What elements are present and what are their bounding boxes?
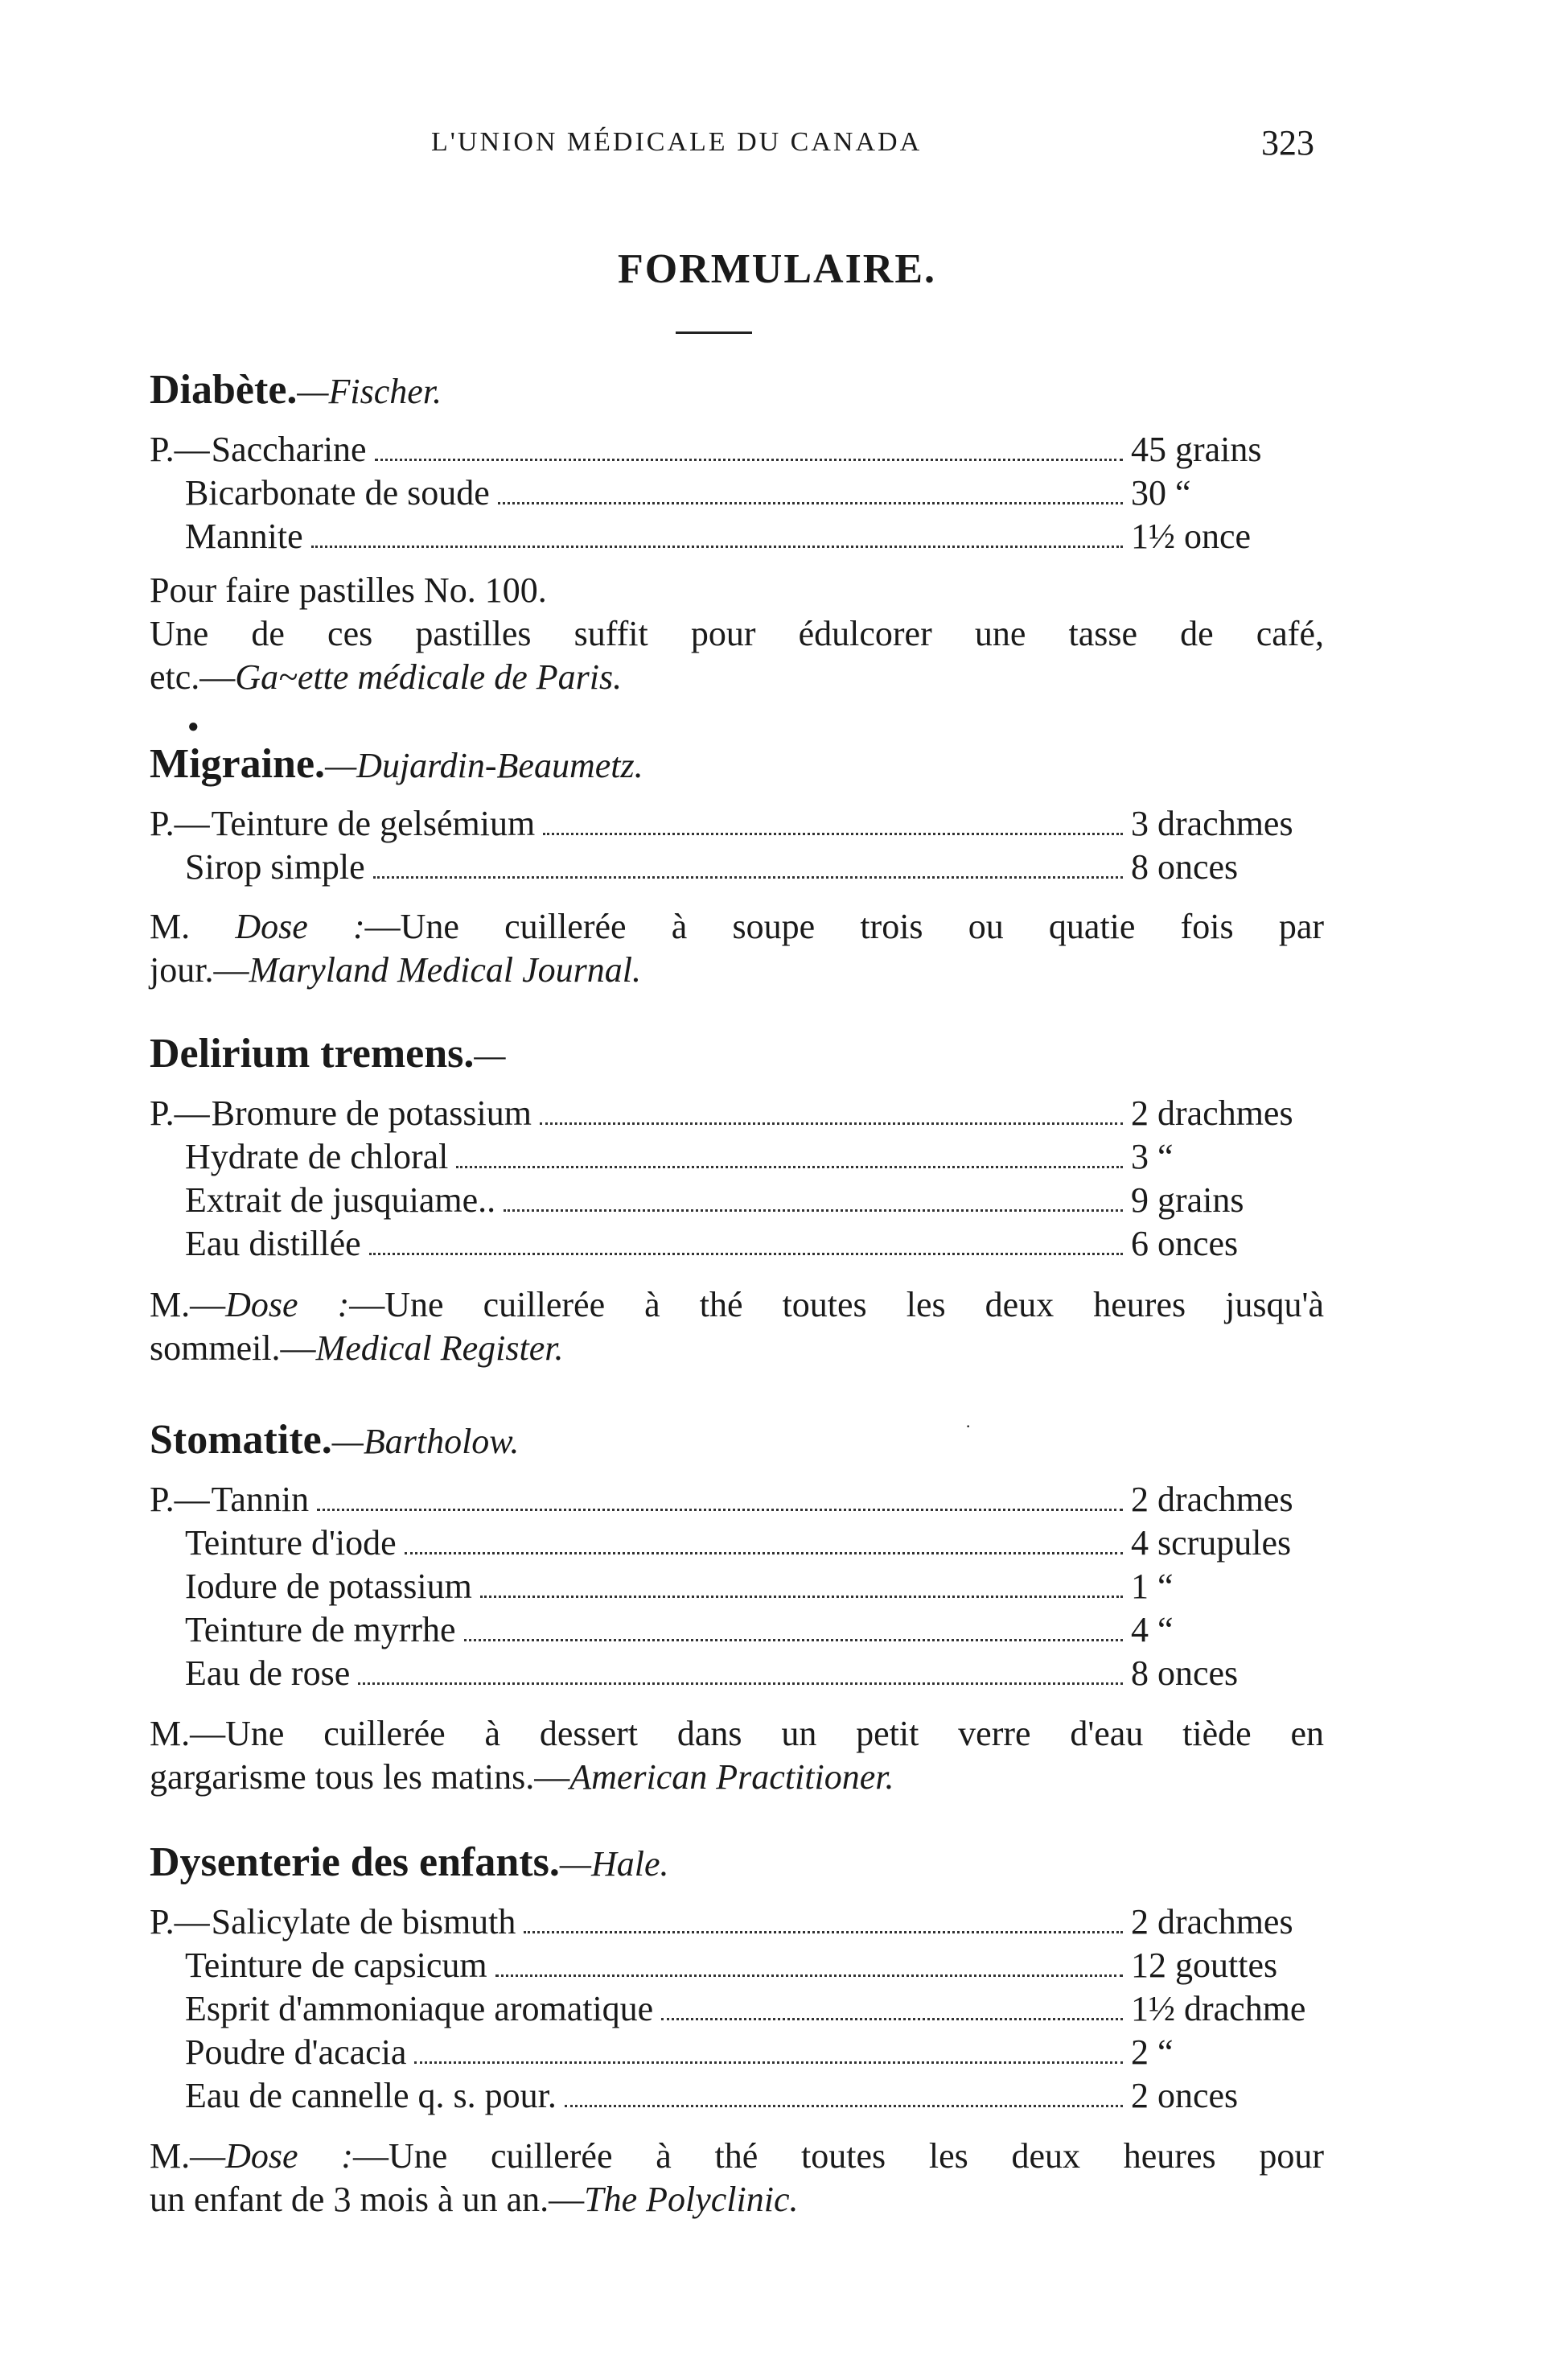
ingredient-name: Poudre d'acacia [185, 2032, 407, 2072]
dot-leader [373, 875, 1123, 879]
instruction-line [150, 1283, 1324, 1327]
ingredient-name: Tannin [211, 1480, 310, 1519]
ingredient-name: Mannite [185, 517, 303, 556]
ingredient-quantity: 2 drachmes [1131, 1093, 1293, 1133]
instruction-text: Une cuillerée à dessert dans un petit verre d'eau tiède en [225, 1714, 1324, 1753]
page-title: FORMULAIRE. [617, 246, 937, 292]
stray-ink-mark: · [965, 1416, 972, 1436]
ingredient-name: Teinture de myrrhe [185, 1610, 456, 1649]
ingredient-quantity: 1½ drachme [1131, 1989, 1306, 2028]
dot-leader [456, 1165, 1123, 1168]
dot-leader [524, 1930, 1123, 1933]
prescription-line [150, 846, 1324, 890]
ingredient-quantity: 2 onces [1131, 2076, 1239, 2115]
prescription-line [150, 1945, 1324, 1988]
ingredient-quantity: 30 “ [1131, 473, 1191, 513]
ingredient-name: Extrait de jusquiame.. [185, 1180, 496, 1220]
ingredient-name: Sirop simple [185, 847, 365, 887]
instruction-paragraph [150, 905, 1324, 992]
page-number: 323 [1261, 123, 1314, 163]
section-author: —Bartholow. [331, 1422, 520, 1461]
ingredient-quantity: 1½ once [1131, 517, 1252, 556]
section-heading [150, 1839, 668, 1886]
prescription-line [150, 1093, 1324, 1136]
prescription-line [150, 1988, 1324, 2032]
instruction-lead: M.— [150, 1714, 226, 1753]
dot-leader [540, 1122, 1123, 1125]
ingredient-quantity: 8 onces [1131, 847, 1239, 887]
dot-leader [317, 1508, 1123, 1511]
prescription-prefix: P.— [150, 1902, 210, 1941]
instruction-paragraph [150, 2135, 1324, 2221]
prescription-prefix: P.— [150, 1480, 210, 1519]
dot-leader [375, 458, 1123, 461]
running-title: L'UNION MÉDICALE DU CANADA [431, 127, 923, 157]
dot-leader [405, 1551, 1123, 1554]
prescription-line [150, 1180, 1324, 1223]
ingredient-name: Esprit d'ammoniaque aromatique [185, 1989, 654, 2028]
prescription-line [150, 2075, 1324, 2119]
ingredient-quantity: 4 “ [1131, 1610, 1174, 1649]
section-name: Diabète. [150, 367, 298, 413]
dot-leader [464, 1638, 1123, 1641]
instruction-line: Une de ces pastilles suffit pour édulcorer une tasse de café, [150, 614, 1324, 653]
ingredient-quantity: 3 “ [1131, 1137, 1174, 1176]
dot-leader [414, 2061, 1123, 2064]
prescription-line [150, 1136, 1324, 1180]
section-heading [150, 740, 643, 788]
dot-leader [358, 1682, 1123, 1685]
ingredient-quantity: 45 grains [1131, 430, 1262, 469]
section-author: —Dujardin-Beaumetz. [325, 746, 643, 785]
ingredient-name: Salicylate de bismuth [211, 1902, 516, 1941]
dose-label: Dose : [225, 1285, 350, 1324]
instruction-line [150, 949, 1324, 992]
dose-label: Dose : [235, 907, 365, 946]
instruction-line [150, 1327, 1324, 1370]
ingredient-quantity: 6 onces [1131, 1224, 1239, 1263]
instruction-tail: etc.— [150, 657, 236, 697]
dot-leader [543, 832, 1123, 835]
instruction-text: —Une cuillerée à thé toutes les deux heures jusqu'à [349, 1285, 1324, 1324]
prescription-prefix: P.— [150, 804, 210, 843]
instruction-line [150, 1712, 1324, 1756]
section-heading [150, 1416, 519, 1464]
instruction-line: Pour faire pastilles No. 100. [150, 570, 547, 610]
ingredient-quantity: 4 scrupules [1131, 1523, 1292, 1563]
title-rule [676, 331, 752, 334]
instruction-lead: M. [150, 907, 236, 946]
section-name: Delirium tremens. [150, 1031, 475, 1077]
section-author: —Hale. [559, 1844, 669, 1884]
ingredient-name: Eau de cannelle q. s. pour. [185, 2076, 557, 2115]
section-heading [150, 1030, 506, 1077]
ingredient-quantity: 8 onces [1131, 1653, 1239, 1693]
dot-leader [504, 1209, 1123, 1212]
instruction-line [150, 656, 1324, 699]
instruction-paragraph [150, 1283, 1324, 1370]
section-author: — [474, 1036, 506, 1075]
dot-leader [311, 545, 1123, 548]
dot-leader [498, 501, 1123, 504]
instruction-line [150, 2135, 1324, 2178]
instruction-line [150, 1756, 1324, 1799]
prescription-line [150, 1653, 1324, 1696]
prescription-line [150, 429, 1324, 472]
instruction-tail: un enfant de 3 mois à un an.— [150, 2180, 585, 2219]
prescription-line [150, 516, 1324, 559]
ornament-dot: ● [187, 716, 199, 737]
ingredient-name: Teinture de capsicum [185, 1946, 487, 1985]
dose-label: Dose : [225, 2136, 353, 2176]
instruction-tail: sommeil.— [150, 1328, 316, 1368]
ingredient-name: Iodure de potassium [185, 1567, 472, 1606]
ingredient-name: Teinture d'iode [185, 1523, 397, 1563]
ingredient-quantity: 2 “ [1131, 2032, 1174, 2072]
prescription-line [150, 1901, 1324, 1945]
source-citation: The Polyclinic. [584, 2180, 799, 2219]
instruction-paragraph [150, 1712, 1324, 1799]
ingredient-name: Eau de rose [185, 1653, 351, 1693]
section-heading [150, 366, 442, 414]
source-citation: Ga~ette médicale de Paris. [235, 657, 623, 697]
source-citation: Maryland Medical Journal. [249, 950, 642, 990]
source-citation: Medical Register. [315, 1328, 564, 1368]
prescription-line [150, 1223, 1324, 1266]
running-header [0, 123, 1554, 175]
section-name: Dysenterie des enfants. [150, 1839, 560, 1885]
ingredient-quantity: 3 drachmes [1131, 804, 1293, 843]
ingredient-quantity: 2 drachmes [1131, 1480, 1293, 1519]
dot-leader [565, 2104, 1123, 2107]
dot-leader [369, 1252, 1123, 1255]
section-author: —Fischer. [297, 372, 442, 411]
prescription-line [150, 1479, 1324, 1522]
instruction-text: —Une cuillerée à soupe trois ou quatie fois par [364, 907, 1325, 946]
instruction-text: —Une cuillerée à thé toutes les deux heures pour [352, 2136, 1324, 2176]
ingredient-quantity: 2 drachmes [1131, 1902, 1293, 1941]
dot-leader [480, 1595, 1123, 1598]
prescription-line [150, 1522, 1324, 1566]
ingredient-name: Bromure de potassium [211, 1093, 532, 1133]
prescription-line [150, 1609, 1324, 1653]
ingredient-quantity: 12 gouttes [1131, 1946, 1278, 1985]
section-name: Migraine. [150, 741, 326, 787]
instruction-lead: M.— [150, 1285, 226, 1324]
prescription-prefix: P.— [150, 430, 210, 469]
section-name: Stomatite. [150, 1417, 332, 1463]
instruction-line [150, 2178, 1324, 2221]
ingredient-name: Teinture de gelsémium [211, 804, 536, 843]
prescription-line [150, 2032, 1324, 2075]
ingredient-quantity: 9 grains [1131, 1180, 1244, 1220]
instruction-line [150, 905, 1324, 949]
instruction-tail: gargarisme tous les matins.— [150, 1757, 570, 1797]
ingredient-name: Saccharine [211, 430, 367, 469]
prescription-line [150, 1566, 1324, 1609]
instruction-paragraph [150, 569, 1324, 699]
instruction-tail: jour.— [150, 950, 249, 990]
ingredient-name: Eau distillée [185, 1224, 361, 1263]
ingredient-quantity: 1 “ [1131, 1567, 1174, 1606]
prescription-prefix: P.— [150, 1093, 210, 1133]
ingredient-name: Hydrate de chloral [185, 1137, 449, 1176]
dot-leader [661, 2017, 1123, 2020]
source-citation: American Practitioner. [569, 1757, 894, 1797]
instruction-lead: M.— [150, 2136, 226, 2176]
prescription-line [150, 803, 1324, 846]
prescription-line [150, 472, 1324, 516]
dot-leader [495, 1974, 1123, 1977]
ingredient-name: Bicarbonate de soude [185, 473, 490, 513]
